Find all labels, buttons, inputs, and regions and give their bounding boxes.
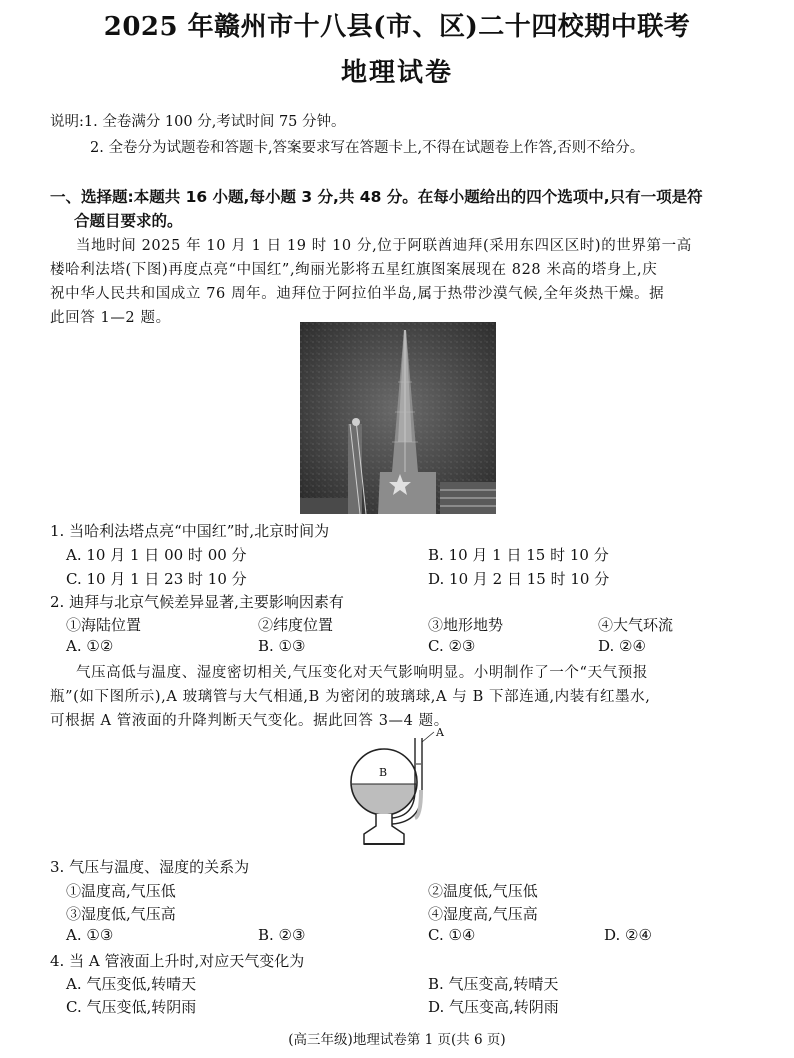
question-2-factor-4: ④大气环流 xyxy=(598,616,674,634)
passage2-line-2: 瓶”(如下图所示),A 玻璃管与大气相通,B 为密闭的玻璃球,A 与 B 下部连通,内装有红墨水, xyxy=(50,689,651,705)
question-3-statement-4: ④湿度高,气压高 xyxy=(428,905,538,923)
question-3-option-a: A. ①③ xyxy=(66,926,114,944)
question-2-option-b: B. ①③ xyxy=(258,637,306,655)
question-3-option-b: B. ②③ xyxy=(258,926,306,944)
exam-subject: 地理试卷 xyxy=(340,58,453,88)
passage1-line-3: 祝中华人民共和国成立 76 周年。迪拜位于阿拉伯半岛,属于热带沙漠气候,全年炎热干燥。据 xyxy=(50,286,665,302)
passage1-line-1: 当地时间 2025 年 10 月 1 日 19 时 10 分,位于阿联酋迪拜(采用东四区区时)的世界第一高 xyxy=(76,238,692,254)
question-1-option-d: D. 10 月 2 日 15 时 10 分 xyxy=(428,570,610,588)
passage2-line-1: 气压高低与温度、湿度密切相关,气压变化对天气影响明显。小明制作了一个“天气预报 xyxy=(76,665,648,681)
question-3-option-d: D. ②④ xyxy=(604,926,652,944)
question-4-option-c: C. 气压变低,转阴雨 xyxy=(66,998,197,1016)
question-1-stem: 1. 当哈利法塔点亮“中国红”时,北京时间为 xyxy=(50,522,330,540)
question-2-option-a: A. ①② xyxy=(66,637,114,655)
question-3-stem: 3. 气压与温度、湿度的关系为 xyxy=(50,858,250,876)
page-footer: (高三年级)地理试卷第 1 页(共 6 页) xyxy=(288,1032,506,1048)
passage2-line-3: 可根据 A 管液面的升降判断天气变化。据此回答 3—4 题。 xyxy=(50,713,449,729)
question-2-stem: 2. 迪拜与北京气候差异显著,主要影响因素有 xyxy=(50,593,344,611)
question-1-option-a: A. 10 月 1 日 00 时 00 分 xyxy=(66,546,247,564)
question-1-option-c: C. 10 月 1 日 23 时 10 分 xyxy=(66,570,247,588)
instruction-line-1: 说明:1. 全卷满分 100 分,考试时间 75 分钟。 xyxy=(50,114,346,130)
question-1-option-b: B. 10 月 1 日 15 时 10 分 xyxy=(428,546,609,564)
passage1-line-2: 楼哈利法塔(下图)再度点亮“中国红”,绚丽光影将五星红旗图案展现在 828 米高的塔身上,庆 xyxy=(50,262,658,278)
tube-a-label: A xyxy=(436,726,444,739)
question-4-option-d: D. 气压变高,转阴雨 xyxy=(428,998,559,1016)
bulb-b-label: B xyxy=(379,766,388,779)
instruction-line-2: 2. 全卷分为试题卷和答题卡,答案要求写在答题卡上,不得在试题卷上作答,否则不给分。 xyxy=(90,140,645,156)
question-2-factor-2: ②纬度位置 xyxy=(258,616,334,634)
exam-title: 2025 年赣州市十八县(市、区)二十四校期中联考 xyxy=(103,12,691,42)
section-heading-line-1: 一、选择题:本题共 16 小题,每小题 3 分,共 48 分。在每小题给出的四个选项中,只有一项是符 xyxy=(50,188,703,206)
burj-khalifa-photo xyxy=(300,322,496,514)
question-3-option-c: C. ①④ xyxy=(428,926,476,944)
question-4-option-a: A. 气压变低,转晴天 xyxy=(66,975,197,993)
question-3-statement-3: ③湿度低,气压高 xyxy=(66,905,176,923)
question-2-factor-1: ①海陆位置 xyxy=(66,616,142,634)
question-3-statement-1: ①温度高,气压低 xyxy=(66,882,176,900)
question-3-statement-2: ②温度低,气压低 xyxy=(428,882,538,900)
passage1-line-4: 此回答 1—2 题。 xyxy=(50,310,171,326)
question-2-option-c: C. ②③ xyxy=(428,637,476,655)
weather-bottle-diagram xyxy=(330,726,470,850)
question-2-factor-3: ③地形地势 xyxy=(428,616,504,634)
question-4-option-b: B. 气压变高,转晴天 xyxy=(428,975,559,993)
question-2-option-d: D. ②④ xyxy=(598,637,646,655)
section-heading-line-2: 合题目要求的。 xyxy=(74,212,183,230)
question-4-stem: 4. 当 A 管液面上升时,对应天气变化为 xyxy=(50,952,305,970)
